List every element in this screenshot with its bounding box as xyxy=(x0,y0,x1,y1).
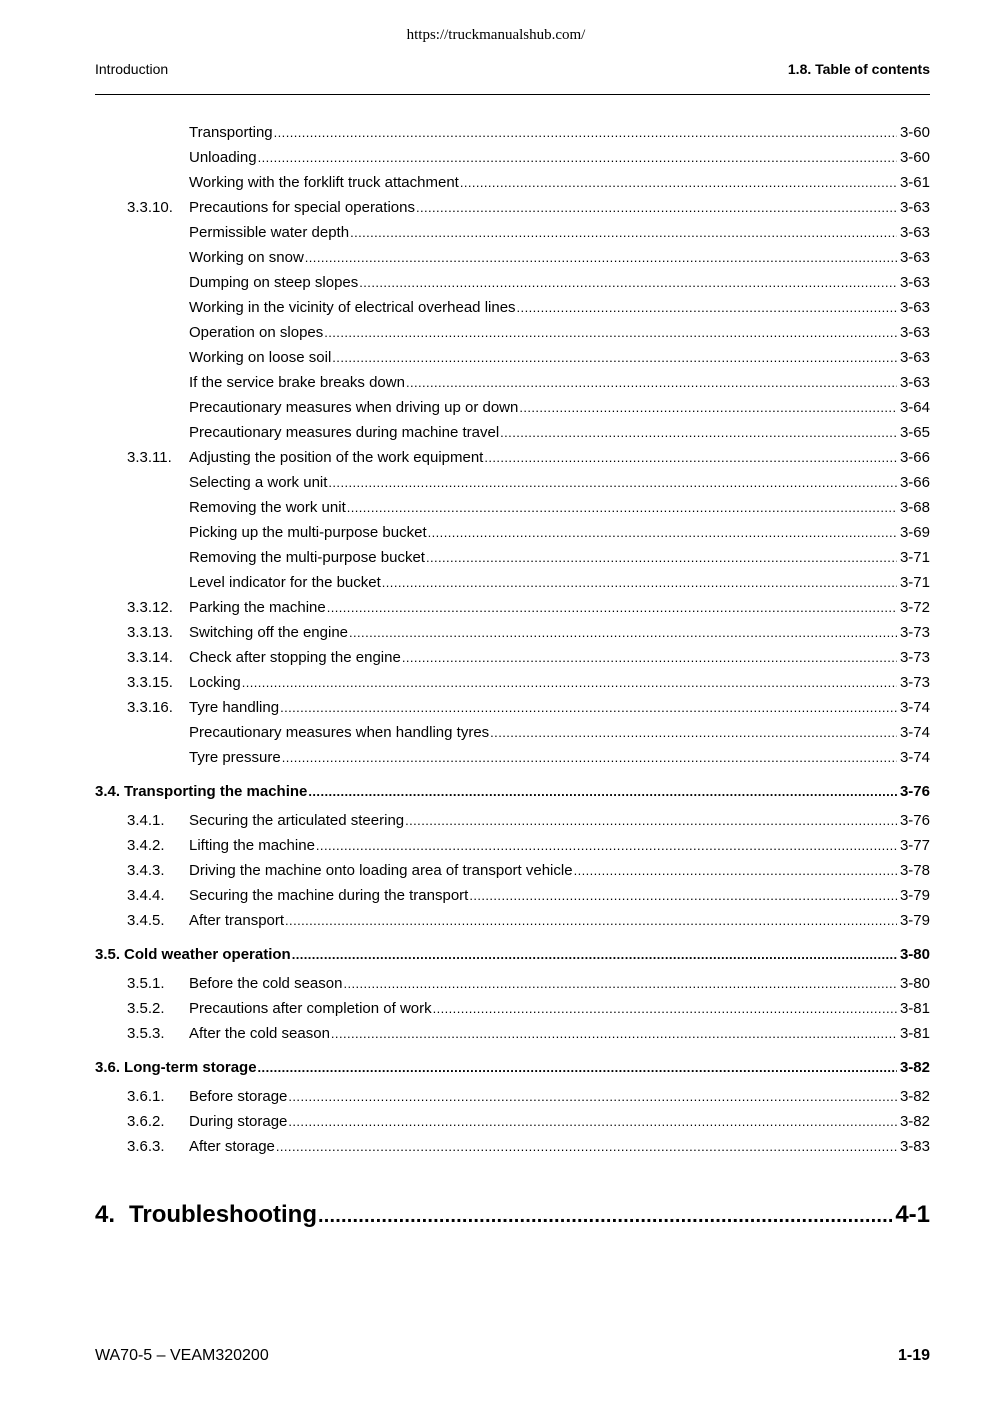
toc-entry[interactable] xyxy=(95,497,930,522)
toc-entry-page: 3-66 xyxy=(899,449,930,466)
toc-entry[interactable] xyxy=(95,1086,930,1111)
toc-entry-page: 3-63 xyxy=(899,324,930,341)
toc-entry[interactable] xyxy=(95,998,930,1023)
toc-entry-title: If the service brake breaks down xyxy=(189,374,405,391)
toc-entry-page: 3-78 xyxy=(899,862,930,879)
toc-entry-page: 3-72 xyxy=(899,599,930,616)
toc-dot-leader xyxy=(359,272,897,294)
toc-entry-number: 3.4.1. xyxy=(127,812,165,829)
toc-entry-page: 3-63 xyxy=(899,299,930,316)
source-url: https://truckmanualshub.com/ xyxy=(406,27,586,43)
toc-entry-title: Lifting the machine xyxy=(189,837,315,854)
toc-entry-page: 3-73 xyxy=(899,624,930,641)
toc-entry[interactable] xyxy=(95,147,930,172)
toc-entry[interactable] xyxy=(95,697,930,722)
toc-dot-leader xyxy=(242,672,897,694)
toc-entry-page: 3-61 xyxy=(899,174,930,191)
toc-entry[interactable] xyxy=(95,347,930,372)
toc-entry[interactable] xyxy=(95,522,930,547)
toc-entry[interactable] xyxy=(95,297,930,322)
toc-dot-leader xyxy=(490,722,897,744)
toc-entry-title: Transporting xyxy=(189,124,273,141)
toc-entry[interactable] xyxy=(95,397,930,422)
toc-dot-leader xyxy=(469,885,897,907)
toc-entry[interactable] xyxy=(95,472,930,497)
toc-entry-number: 3.4. xyxy=(95,783,121,800)
toc-dot-leader xyxy=(416,197,897,219)
toc-entry-title: After the cold season xyxy=(189,1025,330,1042)
toc-dot-leader xyxy=(280,697,897,719)
toc-entry-title: Operation on slopes xyxy=(189,324,324,341)
header-section-label: Introduction xyxy=(95,61,169,77)
toc-entry-page: 3-81 xyxy=(899,1025,930,1042)
toc-entry-title: Tyre handling xyxy=(189,699,280,716)
toc-entry[interactable] xyxy=(95,860,930,885)
toc-entry-title: Before storage xyxy=(189,1088,288,1105)
toc-dot-leader xyxy=(405,810,897,832)
toc-entry[interactable] xyxy=(95,885,930,910)
toc-entry-page: 3-80 xyxy=(899,946,930,963)
toc-entry[interactable] xyxy=(95,910,930,935)
toc-entry-number: 3.3.12. xyxy=(127,599,173,616)
toc-entry-title: After storage xyxy=(189,1138,275,1155)
toc-dot-leader xyxy=(460,172,897,194)
toc-entry-page: 3-74 xyxy=(899,699,930,716)
toc-entry-title: Precautionary measures when handling tyres xyxy=(189,724,490,741)
toc-dot-leader xyxy=(288,1111,897,1133)
toc-section-entry[interactable] xyxy=(95,781,930,806)
toc-entry[interactable] xyxy=(95,973,930,998)
toc-section-entry[interactable] xyxy=(95,1057,930,1082)
toc-entry-number: 3.3.11. xyxy=(127,449,172,466)
toc-entry-title: Precautions for special operations xyxy=(189,199,415,216)
toc-entry-page: 3-74 xyxy=(899,724,930,741)
toc-entry-title: During storage xyxy=(189,1113,288,1130)
toc-entry-number: 3.6.2. xyxy=(127,1113,165,1130)
table-of-contents xyxy=(95,122,930,1237)
toc-entry-page: 3-63 xyxy=(899,199,930,216)
toc-entry-page: 3-73 xyxy=(899,649,930,666)
toc-dot-leader xyxy=(282,747,897,769)
toc-entry-title: Driving the machine onto loading area of transport vehicle xyxy=(189,862,573,879)
toc-dot-leader xyxy=(318,1198,892,1234)
toc-entry-title: Locking xyxy=(189,674,241,691)
toc-entry-title: Securing the machine during the transport xyxy=(189,887,469,904)
toc-entry-page: 3-64 xyxy=(899,399,930,416)
toc-entry-title: Removing the multi-purpose bucket xyxy=(189,549,425,566)
toc-entry[interactable] xyxy=(95,597,930,622)
toc-entry-page: 3-79 xyxy=(899,912,930,929)
toc-entry-page: 3-65 xyxy=(899,424,930,441)
toc-entry-number: 3.5.3. xyxy=(127,1025,165,1042)
toc-entry-title: Dumping on steep slopes xyxy=(189,274,359,291)
toc-entry-page: 3-79 xyxy=(899,887,930,904)
toc-entry-title: Long-term storage xyxy=(124,1059,257,1076)
toc-entry-title: Picking up the multi-purpose bucket xyxy=(189,524,427,541)
toc-entry-page: 3-63 xyxy=(899,224,930,241)
toc-entry-number: 3.6.1. xyxy=(127,1088,165,1105)
toc-dot-leader xyxy=(258,1057,897,1079)
toc-entry-title: Working with the forklift truck attachment xyxy=(189,174,459,191)
toc-entry-page: 3-66 xyxy=(899,474,930,491)
toc-entry-title: Switching off the engine xyxy=(189,624,349,641)
toc-entry-page: 3-63 xyxy=(899,374,930,391)
toc-entry[interactable] xyxy=(95,222,930,247)
footer-page-number: 1-19 xyxy=(897,1347,930,1364)
toc-entry-number: 3.6.3. xyxy=(127,1138,165,1155)
toc-entry-page: 4-1 xyxy=(895,1201,930,1228)
toc-entry[interactable] xyxy=(95,747,930,772)
toc-dot-leader xyxy=(350,222,897,244)
toc-entry-title: After transport xyxy=(189,912,285,929)
toc-entry-number: 3.3.10. xyxy=(127,199,173,216)
toc-dot-leader xyxy=(308,781,897,803)
toc-entry[interactable] xyxy=(95,1111,930,1136)
toc-entry[interactable] xyxy=(95,197,930,222)
toc-entry[interactable] xyxy=(95,122,930,147)
toc-entry[interactable] xyxy=(95,272,930,297)
toc-entry-title: Unloading xyxy=(189,149,257,166)
toc-entry-page: 3-63 xyxy=(899,349,930,366)
toc-entry-title: Precautionary measures when driving up or down xyxy=(189,399,519,416)
toc-entry-page: 3-73 xyxy=(899,674,930,691)
toc-dot-leader xyxy=(433,998,897,1020)
toc-entry-title: Selecting a work unit xyxy=(189,474,328,491)
toc-dot-leader xyxy=(288,1086,897,1108)
toc-entry[interactable] xyxy=(95,172,930,197)
toc-entry[interactable] xyxy=(95,447,930,472)
toc-entry-number: 3.4.3. xyxy=(127,862,165,879)
toc-entry-page: 3-71 xyxy=(899,549,930,566)
toc-entry-number: 4. xyxy=(95,1201,116,1228)
toc-entry[interactable] xyxy=(95,672,930,697)
toc-entry-page: 3-63 xyxy=(899,249,930,266)
toc-dot-leader xyxy=(519,397,897,419)
toc-entry-page: 3-60 xyxy=(899,124,930,141)
toc-entry-title: Check after stopping the engine xyxy=(189,649,401,666)
toc-entry-title: Adjusting the position of the work equipment xyxy=(189,449,484,466)
toc-entry-title: Precautions after completion of work xyxy=(189,1000,432,1017)
toc-entry[interactable] xyxy=(95,810,930,835)
toc-entry[interactable] xyxy=(95,372,930,397)
toc-entry-title: Transporting the machine xyxy=(124,783,308,800)
toc-entry-title: Parking the machine xyxy=(189,599,326,616)
toc-entry-title: Working on loose soil xyxy=(189,349,332,366)
toc-section-entry[interactable] xyxy=(95,944,930,969)
header-chapter-title: 1.8. Table of contents xyxy=(787,61,930,77)
toc-dot-leader xyxy=(349,622,897,644)
toc-entry-title: Working on snow xyxy=(189,249,304,266)
toc-dot-leader xyxy=(347,497,897,519)
toc-entry-number: 3.4.4. xyxy=(127,887,165,904)
toc-dot-leader xyxy=(406,372,897,394)
toc-entry-title: Level indicator for the bucket xyxy=(189,574,381,591)
toc-entry-page: 3-76 xyxy=(899,812,930,829)
toc-dot-leader xyxy=(276,1136,897,1158)
toc-entry-title: Working in the vicinity of electrical overhead lines xyxy=(189,299,516,316)
toc-entry-page: 3-82 xyxy=(899,1059,930,1076)
toc-entry-page: 3-82 xyxy=(899,1113,930,1130)
toc-entry[interactable] xyxy=(95,647,930,672)
toc-entry-page: 3-77 xyxy=(899,837,930,854)
toc-entry-title: Precautionary measures during machine travel xyxy=(189,424,500,441)
toc-dot-leader xyxy=(292,944,897,966)
toc-entry[interactable] xyxy=(95,835,930,860)
toc-entry-page: 3-80 xyxy=(899,975,930,992)
toc-dot-leader xyxy=(316,835,897,857)
toc-entry-page: 3-63 xyxy=(899,274,930,291)
toc-dot-leader xyxy=(517,297,897,319)
toc-entry[interactable] xyxy=(95,1023,930,1048)
toc-entry-page: 3-68 xyxy=(899,499,930,516)
toc-entry-page: 3-81 xyxy=(899,1000,930,1017)
toc-entry-number: 3.3.14. xyxy=(127,649,173,666)
toc-entry[interactable] xyxy=(95,322,930,347)
toc-dot-leader xyxy=(305,247,897,269)
toc-entry[interactable] xyxy=(95,1136,930,1161)
toc-dot-leader xyxy=(428,522,897,544)
toc-entry[interactable] xyxy=(95,422,930,447)
footer-document-id: WA70-5 – VEAM320200 xyxy=(95,1347,269,1364)
toc-entry-number: 3.3.16. xyxy=(127,699,173,716)
toc-entry-number: 3.3.15. xyxy=(127,674,173,691)
toc-dot-leader xyxy=(484,447,897,469)
toc-entry-number: 3.5.2. xyxy=(127,1000,165,1017)
toc-entry-number: 3.3.13. xyxy=(127,624,173,641)
toc-dot-leader xyxy=(426,547,897,569)
toc-entry[interactable] xyxy=(95,722,930,747)
toc-dot-leader xyxy=(574,860,897,882)
toc-entry-title: Cold weather operation xyxy=(124,946,291,963)
toc-entry-title: Before the cold season xyxy=(189,975,343,992)
toc-entry-title: Removing the work unit xyxy=(189,499,346,516)
header-divider xyxy=(95,94,930,95)
toc-entry-number: 3.5.1. xyxy=(127,975,165,992)
toc-dot-leader xyxy=(382,572,897,594)
toc-entry-number: 3.5. xyxy=(95,946,121,963)
toc-dot-leader xyxy=(285,910,897,932)
toc-entry-page: 3-82 xyxy=(899,1088,930,1105)
toc-entry[interactable] xyxy=(95,547,930,572)
toc-entry-title: Troubleshooting xyxy=(129,1201,317,1228)
toc-entry-page: 3-74 xyxy=(899,749,930,766)
toc-dot-leader xyxy=(500,422,897,444)
toc-entry-title: Tyre pressure xyxy=(189,749,281,766)
toc-entry-page: 3-71 xyxy=(899,574,930,591)
toc-entry-page: 3-60 xyxy=(899,149,930,166)
toc-entry-number: 3.6. xyxy=(95,1059,121,1076)
toc-dot-leader xyxy=(328,472,897,494)
toc-dot-leader xyxy=(258,147,897,169)
toc-entry-page: 3-76 xyxy=(899,783,930,800)
toc-entry-number: 3.4.5. xyxy=(127,912,165,929)
toc-dot-leader xyxy=(402,647,897,669)
toc-dot-leader xyxy=(343,973,897,995)
toc-dot-leader xyxy=(331,1023,897,1045)
toc-entry[interactable] xyxy=(95,622,930,647)
toc-dot-leader xyxy=(332,347,897,369)
toc-entry-title: Permissible water depth xyxy=(189,224,350,241)
toc-entry-page: 3-69 xyxy=(899,524,930,541)
toc-entry-number: 3.4.2. xyxy=(127,837,165,854)
toc-dot-leader xyxy=(327,597,897,619)
toc-dot-leader xyxy=(324,322,897,344)
toc-entry-page: 3-83 xyxy=(899,1138,930,1155)
toc-chapter-entry[interactable] xyxy=(95,1197,930,1237)
toc-entry-title: Securing the articulated steering xyxy=(189,812,405,829)
toc-dot-leader xyxy=(274,122,897,144)
toc-entry[interactable] xyxy=(95,572,930,597)
toc-entry[interactable] xyxy=(95,247,930,272)
